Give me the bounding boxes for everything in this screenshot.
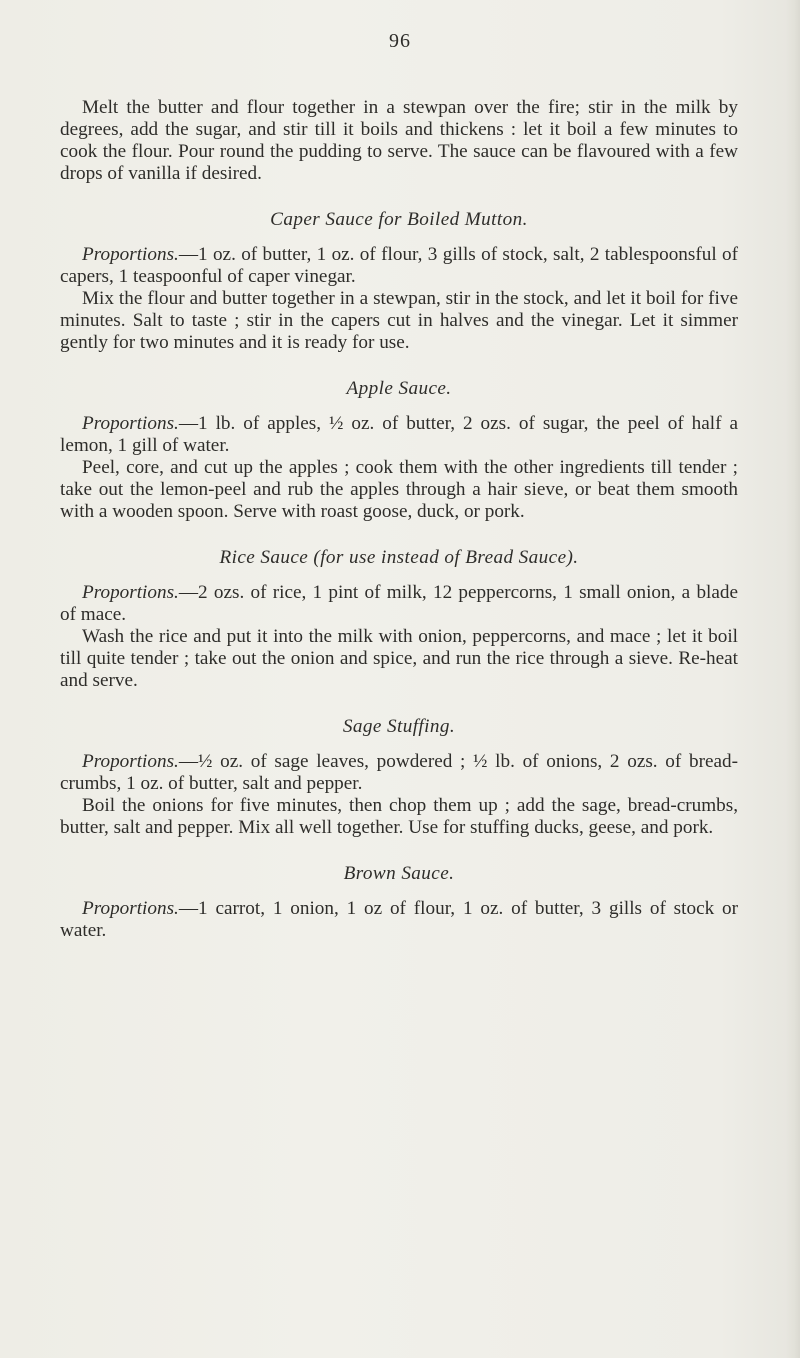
recipe-proportions [60, 244, 738, 288]
recipe-method: Boil the onions for five minutes, then chop them up ; add the sage, bread-crumbs, butter, salt and pepper. Mix all well together. Use for stuffing ducks, geese, and pork. [60, 795, 738, 838]
recipe-proportions [60, 898, 738, 942]
page-edge-shadow [786, 0, 800, 1358]
recipe-sage-stuffing [60, 716, 738, 839]
proportions-label: Proportions. [82, 413, 179, 434]
recipe-method: Mix the flour and butter together in a stewpan, stir in the stock, and let it boil for five minutes. Salt to taste ; stir in the capers cut in halves and the vinegar. Let it simmer gently for two minutes and it is ready for use. [60, 288, 738, 353]
recipe-rice-sauce [60, 547, 738, 692]
proportions-text: —2 ozs. of rice, 1 pint of milk, 12 peppercorns, 1 small onion, a blade of mace. [60, 582, 738, 625]
recipe-caper-sauce [60, 209, 738, 354]
proportions-text: —½ oz. of sage leaves, powdered ; ½ lb. of onions, 2 ozs. of bread-crumbs, 1 oz. of butter, salt and pepper. [60, 751, 738, 794]
recipe-proportions [60, 751, 738, 795]
recipe-method: Wash the rice and put it into the milk with onion, peppercorns, and mace ; let it boil till quite tender ; take out the onion and spice, and run the rice through a sieve. Re-heat and serve. [60, 626, 738, 691]
proportions-label: Proportions. [82, 582, 179, 603]
proportions-label: Proportions. [82, 898, 179, 919]
recipe-title: Apple Sauce. [346, 378, 452, 399]
recipe-title: Sage Stuffing. [342, 716, 456, 737]
recipe-title: Caper Sauce for Boiled Mutton. [270, 209, 528, 230]
proportions-label: Proportions. [82, 751, 179, 772]
recipe-title: Rice Sauce (for use instead of Bread Sauce). [219, 547, 579, 568]
recipe-apple-sauce [60, 378, 738, 523]
recipe-method: Peel, core, and cut up the apples ; cook them with the other ingredients till tender ; take out the lemon-peel and rub the apples through a hair sieve, or beat them smooth with a wooden spoon. Serve with roast goose, duck, or pork. [60, 457, 738, 522]
proportions-text: —1 lb. of apples, ½ oz. of butter, 2 ozs. of sugar, the peel of half a lemon, 1 gill of water. [60, 413, 738, 456]
proportions-text: —1 oz. of butter, 1 oz. of flour, 3 gills of stock, salt, 2 tablespoonsful of capers, 1 teaspoonful of caper vinegar. [60, 244, 738, 287]
proportions-label: Proportions. [82, 244, 179, 265]
recipe-proportions [60, 413, 738, 457]
recipe-title: Brown Sauce. [343, 863, 455, 884]
proportions-text: —1 carrot, 1 onion, 1 oz of flour, 1 oz. of butter, 3 gills of stock or water. [60, 898, 738, 941]
recipe-proportions [60, 582, 738, 626]
page-body [60, 97, 738, 942]
intro-paragraph: Melt the butter and flour together in a stewpan over the fire; stir in the milk by degrees, add the sugar, and stir till it boils and thickens : let it boil a few minutes to cook the flour. Pour round the pudding to serve. The sauce can be flavoured with a few drops of vanilla if desired. [60, 97, 738, 184]
page-number: 96 [389, 30, 411, 52]
recipe-brown-sauce [60, 863, 738, 942]
